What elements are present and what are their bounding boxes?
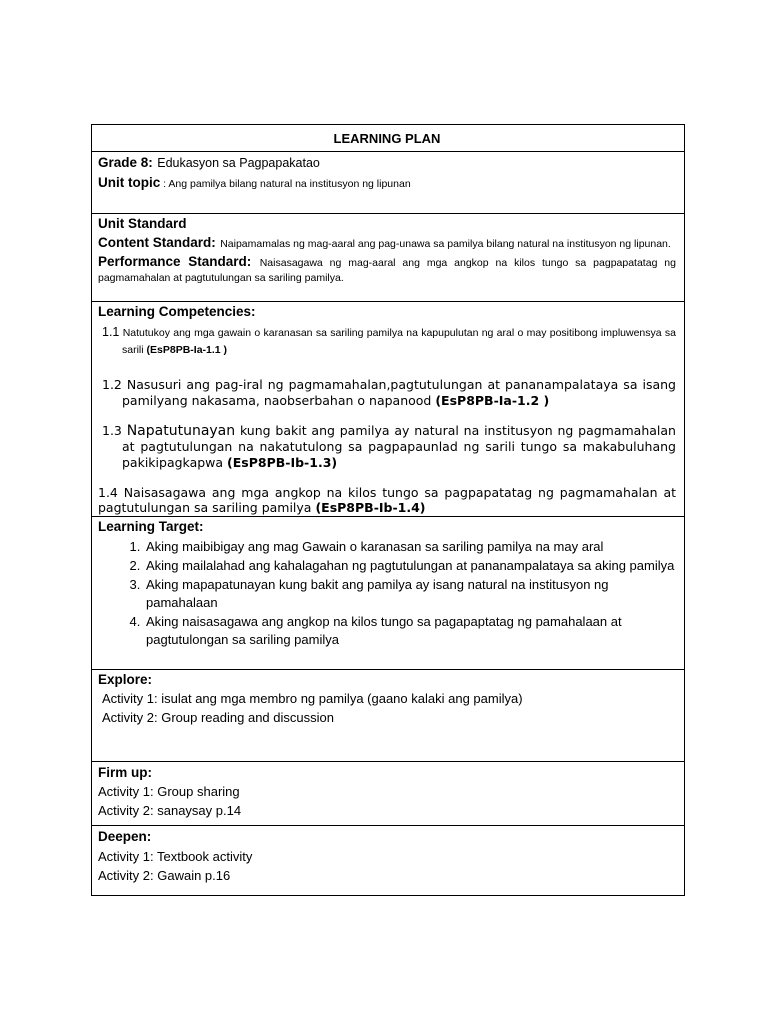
- list-item: Activity 1: Group sharing: [98, 784, 240, 799]
- firm-up-heading: Firm up:: [98, 765, 152, 780]
- unit-topic-label: Unit topic: [98, 175, 161, 190]
- list-item: 4. Aking naisasagawa ang angkop na kilos tungo sa pagapaptatag ng pamahalaan at pagtutulongan sa sariling pamilya: [144, 613, 676, 649]
- content-standard-text: Naipamamalas ng mag-aaral ang pag-unawa sa pamilya bilang natural na institusyon ng lipunan.: [220, 238, 671, 250]
- competency-item: 1.2 Nasusuri ang pag-iral ng pagmamahalan,pagtutulungan at pananampalataya sa isang pamilyang nakasama, naobserbahan o napanood (EsP8PB-Ia-1.2 ): [102, 377, 676, 408]
- list-item: 1. Aking maibibigay ang mag Gawain o karanasan sa sariling pamilya na may aral: [144, 538, 676, 556]
- grade-label: Grade 8:: [98, 155, 153, 170]
- performance-standard-text: Naisasagawa ng mag-aaral ang mga angkop na kilos tungo sa pagpapatatag ng pagmamahalan at pagtutulungan sa sariling pamilya.: [98, 257, 676, 284]
- performance-standard-label: Performance Standard:: [98, 254, 252, 269]
- list-item: Activity 2: Gawain p.16: [98, 868, 231, 883]
- learning-target-list: [98, 538, 676, 649]
- content-standard-label: Content Standard:: [98, 235, 216, 250]
- unit-standard-section: [92, 214, 684, 302]
- explore-section: [92, 670, 684, 762]
- list-item: 2. Aking mailalahad ang kahalagahan ng pagtutulungan at pananampalataya sa aking pamilya: [144, 557, 676, 575]
- explore-heading: Explore:: [98, 672, 153, 687]
- unit-topic-value: : Ang pamilya bilang natural na institusyon ng lipunan: [160, 178, 411, 190]
- competency-item: 1.4 Naisasagawa ang mga angkop na kilos tungo sa pagpapatatag ng pagmamahalan at pagtutulungan sa sariling pamilya (EsP8PB-Ib-1.4): [98, 485, 676, 515]
- competency-item: 1.3 Napatutunayan kung bakit ang pamilya ay natural na institusyon ng pagmamahalan at pagtutulungan na nakatutulong sa pagpapaunlad ng sarili tungo sa makabuluhang pakikipagkapwa (EsP8PB-Ib-1.3): [102, 423, 676, 470]
- competencies-section: [92, 302, 684, 517]
- list-item: Activity 2: sanaysay p.14: [98, 803, 242, 818]
- competency-item: 1.1 Natutukoy ang mga gawain o karanasan sa sariling pamilya na kapupulutan ng aral o may positibong impluwensya sa sarili (EsP8PB-Ia-1.1 ): [102, 325, 676, 356]
- list-item: 3. Aking mapapatunayan kung bakit ang pamilya ay isang natural na institusyon ng pamahalaan: [144, 576, 676, 612]
- list-item: Activity 2: Group reading and discussion: [102, 710, 334, 725]
- grade-topic-section: [92, 152, 684, 214]
- competencies-heading: Learning Competencies:: [98, 304, 256, 319]
- list-item: Activity 1: Textbook activity: [98, 849, 253, 864]
- grade-value: Edukasyon sa Pagpapakatao: [157, 156, 320, 170]
- plan-title: LEARNING PLAN: [92, 125, 684, 152]
- learning-plan-table: [91, 124, 685, 896]
- learning-target-heading: Learning Target:: [98, 519, 204, 534]
- unit-standard-heading: Unit Standard: [98, 216, 187, 231]
- deepen-section: [92, 826, 684, 896]
- firm-up-section: [92, 762, 684, 826]
- learning-target-section: [92, 517, 684, 670]
- deepen-heading: Deepen:: [98, 829, 152, 844]
- list-item: Activity 1: isulat ang mga membro ng pamilya (gaano kalaki ang pamilya): [102, 691, 523, 706]
